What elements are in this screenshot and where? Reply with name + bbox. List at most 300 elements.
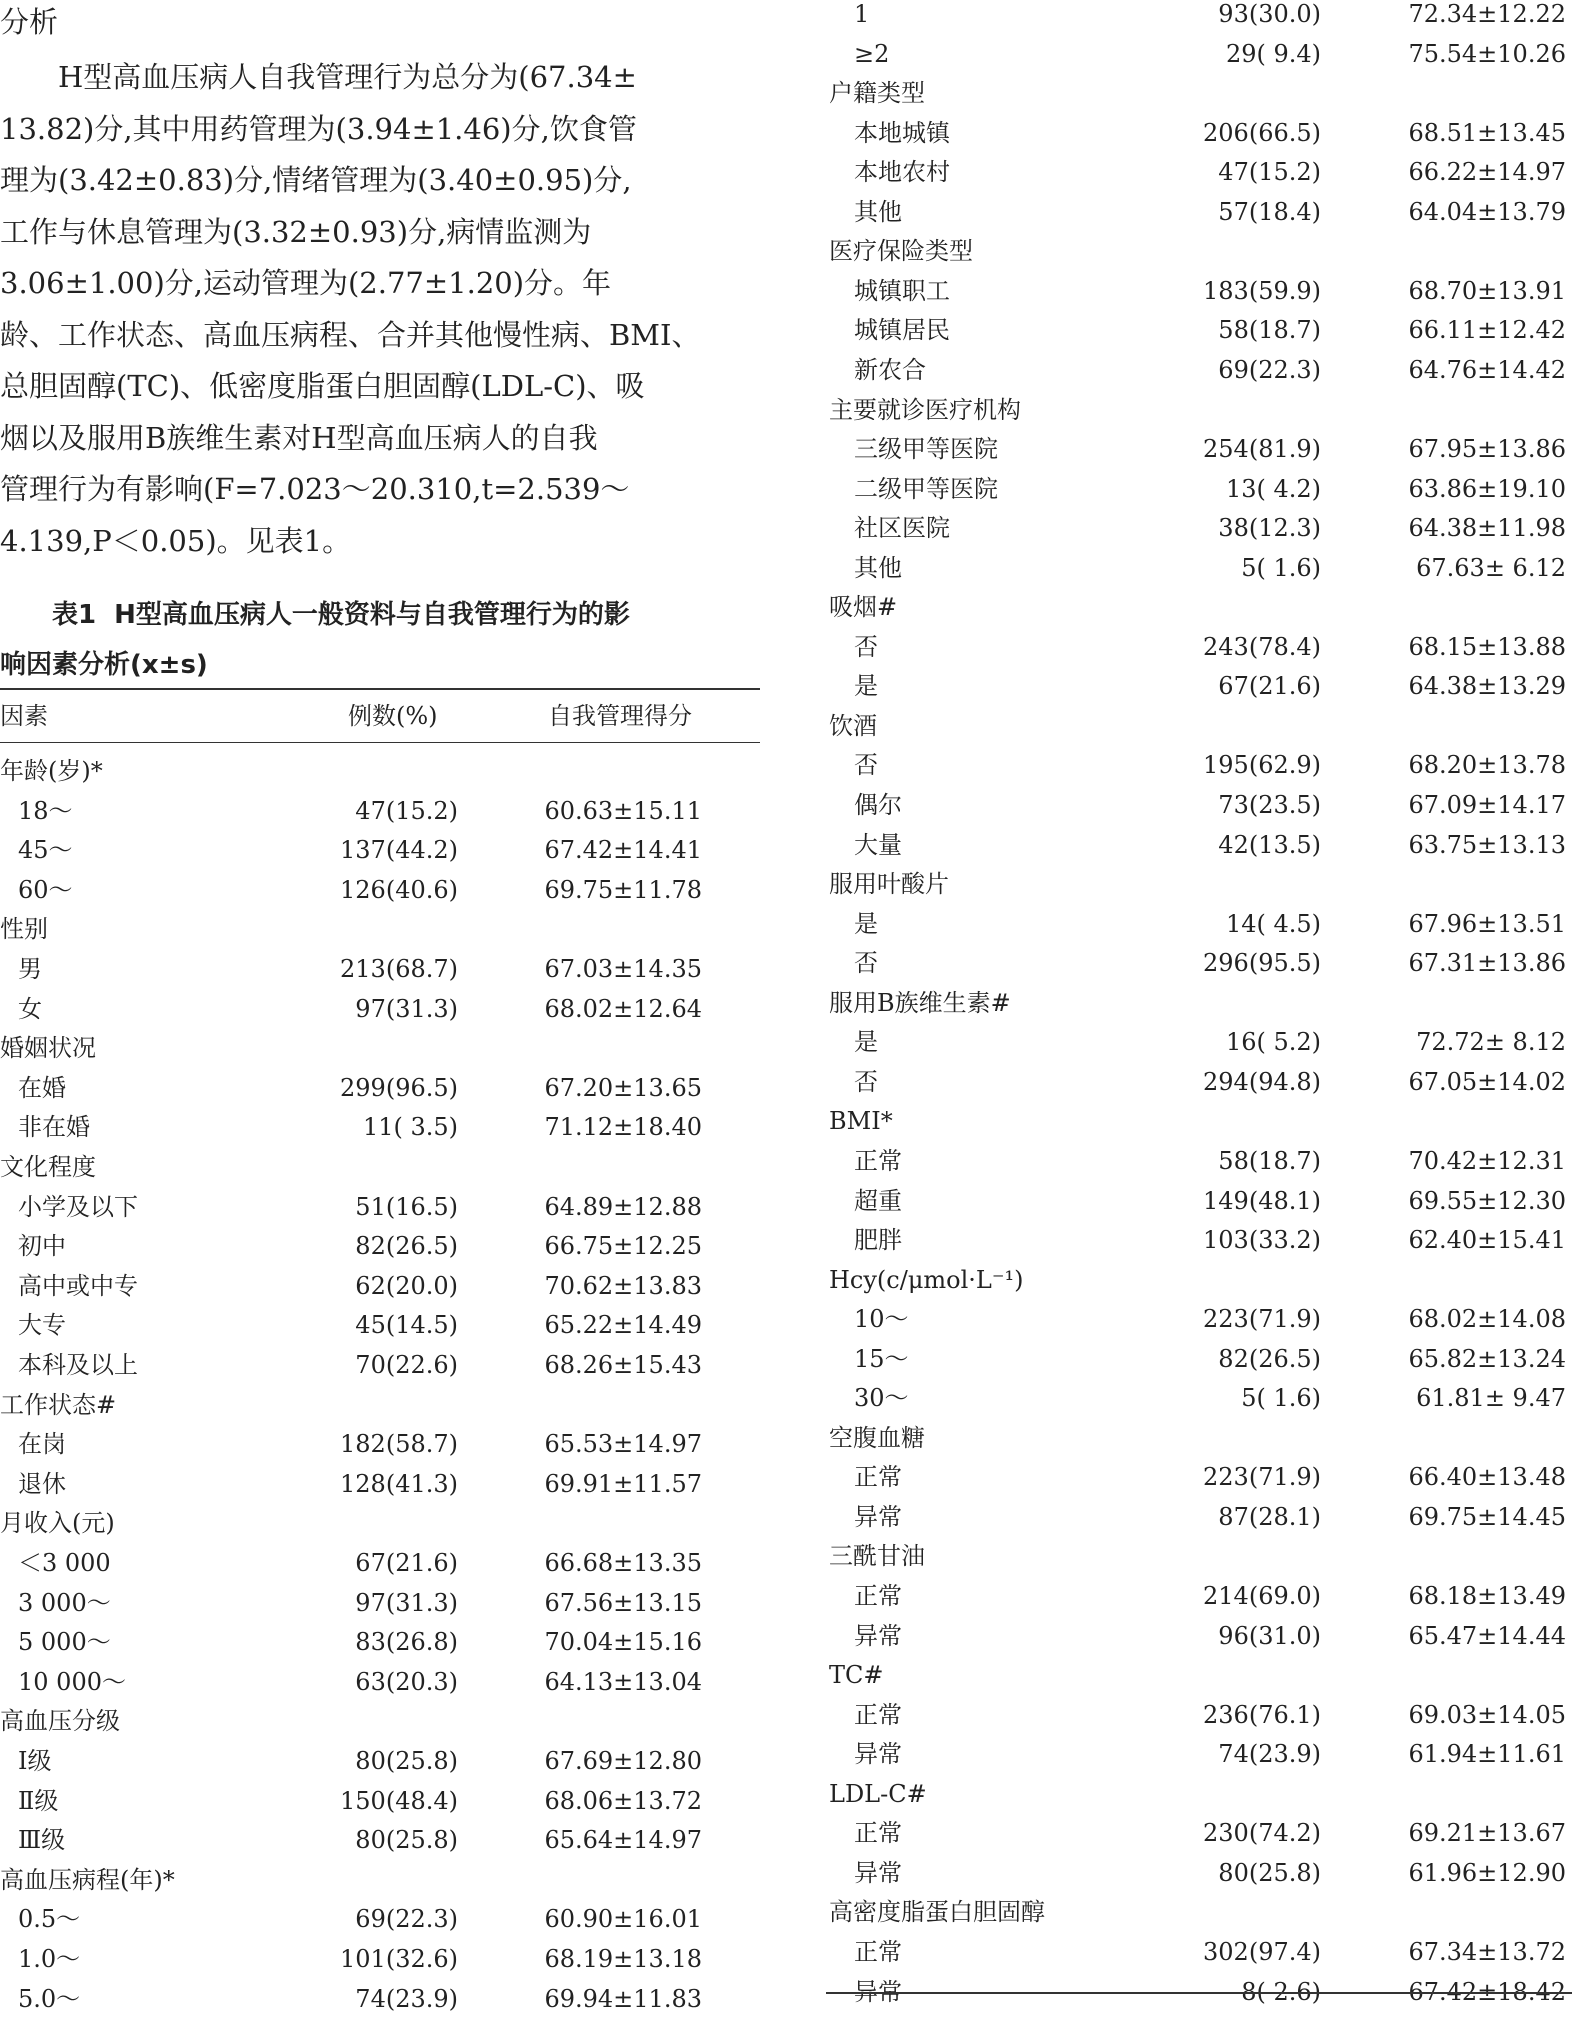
row-label: 3 000～ [18, 1588, 111, 1617]
row-cases: 230(74.2) [1203, 1819, 1321, 1848]
row-cases: 87(28.1) [1218, 1502, 1321, 1531]
row-label: 吸烟# [829, 593, 898, 622]
row-cases: 80(25.8) [355, 1826, 458, 1855]
table-group-row [826, 1419, 1572, 1459]
row-score: 66.68±13.35 [544, 1549, 702, 1577]
table-caption [0, 590, 760, 690]
row-label: 5.0～ [18, 1984, 81, 2013]
row-score: 63.86±19.10 [1408, 474, 1566, 503]
row-label: 是 [854, 1028, 878, 1057]
row-cases: 93(30.0) [1218, 0, 1321, 28]
row-label: 城镇居民 [854, 316, 950, 345]
row-label: 正常 [854, 1819, 902, 1848]
row-label: 15～ [854, 1344, 909, 1373]
row-score: 70.04±15.16 [544, 1628, 702, 1657]
row-score: 68.70±13.91 [1408, 276, 1566, 305]
table-group-row [826, 865, 1572, 905]
row-score: 67.63± 6.12 [1416, 553, 1566, 582]
row-score: 69.03±14.05 [1408, 1700, 1566, 1729]
row-label: 婚姻状况 [0, 1034, 96, 1063]
table-row [0, 1980, 760, 2019]
row-score: 65.82±13.24 [1408, 1344, 1566, 1373]
table-row [826, 1458, 1572, 1498]
table-row [0, 792, 760, 832]
table-row [0, 1821, 760, 1861]
row-cases: 51(16.5) [355, 1192, 458, 1221]
row-label: 正常 [854, 1463, 902, 1492]
table-row [826, 114, 1572, 154]
row-label: 异常 [854, 1740, 902, 1769]
row-label: 在岗 [18, 1430, 66, 1459]
row-cases: 96(31.0) [1218, 1621, 1321, 1650]
row-score: 69.75±11.78 [544, 875, 702, 904]
row-score: 72.72± 8.12 [1416, 1028, 1566, 1057]
row-label: 月收入(元) [0, 1509, 115, 1538]
paragraph-line: 3.06±1.00)分,运动管理为(2.77±1.20)分。年 [0, 266, 612, 300]
row-label: 二级甲等医院 [854, 474, 998, 503]
table-header-row [0, 696, 760, 736]
table-group-row [826, 707, 1572, 747]
row-label: 小学及以下 [18, 1192, 138, 1221]
paragraph-line: 龄、工作状态、高血压病程、合并其他慢性病、BMI、 [0, 317, 701, 352]
row-label: Hcy(c/μmol·L⁻¹) [829, 1265, 1024, 1294]
row-label: 5 000～ [18, 1628, 111, 1657]
row-label: 高血压病程(年)* [0, 1865, 175, 1894]
row-cases: 58(18.7) [1218, 1146, 1321, 1175]
row-label: 1 [854, 0, 870, 28]
row-label: 45～ [18, 836, 73, 865]
row-score: 61.81± 9.47 [1416, 1384, 1566, 1413]
table-row [826, 470, 1572, 510]
table-row [826, 1182, 1572, 1222]
table-group-row [0, 1029, 760, 1069]
table-row [0, 1663, 760, 1703]
table-row [0, 1742, 760, 1782]
row-cases: 67(21.6) [355, 1549, 458, 1577]
table-row [826, 1854, 1572, 1894]
row-cases: 103(33.2) [1203, 1226, 1321, 1255]
table-caption-line2 [0, 640, 760, 690]
row-label: 高中或中专 [18, 1271, 138, 1300]
table-row [826, 35, 1572, 75]
row-cases: 296(95.5) [1203, 949, 1321, 978]
row-label: 正常 [854, 1937, 902, 1966]
table-row [0, 1900, 760, 1940]
row-cases: 63(20.3) [355, 1667, 458, 1696]
row-score: 67.09±14.17 [1408, 791, 1566, 819]
row-label: 空腹血糖 [829, 1423, 925, 1452]
table-group-row [826, 1261, 1572, 1301]
table-group-row [0, 910, 760, 950]
table-group-row [826, 1775, 1572, 1815]
row-cases: 101(32.6) [340, 1945, 458, 1973]
row-label: TC# [829, 1661, 884, 1690]
row-label: Ⅰ级 [18, 1747, 52, 1775]
table-row [826, 1498, 1572, 1538]
row-label: 偶尔 [854, 791, 902, 819]
table-row [826, 746, 1572, 786]
row-cases: 294(94.8) [1203, 1067, 1321, 1096]
row-score: 68.02±12.64 [544, 994, 702, 1023]
row-label: 异常 [854, 1977, 902, 2006]
row-label: LDL-C# [829, 1779, 927, 1808]
table-row [826, 1696, 1572, 1736]
row-label: 超重 [854, 1186, 902, 1215]
table-row [826, 1300, 1572, 1340]
row-label: 正常 [854, 1582, 902, 1610]
table-group-row [826, 1102, 1572, 1142]
table-row [0, 1188, 760, 1228]
table-row [0, 831, 760, 871]
row-score: 67.69±12.80 [544, 1747, 702, 1775]
row-label: 服用B族维生素# [829, 988, 1011, 1017]
table-top-rule [0, 688, 760, 690]
row-cases: 74(23.9) [1218, 1740, 1321, 1769]
row-label: 10～ [854, 1305, 909, 1334]
row-label: 是 [854, 672, 878, 701]
table-row [0, 1425, 760, 1465]
table-row [0, 990, 760, 1030]
row-score: 69.94±11.83 [544, 1984, 702, 2013]
row-label: 性别 [0, 915, 48, 944]
section-heading: 分析 [0, 5, 59, 39]
table-group-row [0, 1702, 760, 1742]
row-cases: 150(48.4) [340, 1786, 458, 1815]
table-row [0, 1544, 760, 1584]
table-row [826, 1023, 1572, 1063]
row-score: 69.75±14.45 [1408, 1502, 1566, 1531]
table-bottom-rule [826, 1992, 1572, 1994]
row-label: 户籍类型 [829, 79, 925, 108]
row-label: BMI* [829, 1107, 893, 1136]
row-label: 异常 [854, 1502, 902, 1531]
row-label: 1.0～ [18, 1945, 81, 1973]
paragraph-line: 烟以及服用B族维生素对H型高血压病人的自我 [0, 420, 598, 455]
table-row [826, 311, 1572, 351]
table-row [826, 430, 1572, 470]
paragraph-line: 理为(3.42±0.83)分,情绪管理为(3.40±0.95)分, [0, 163, 632, 197]
row-score: 66.75±12.25 [544, 1232, 702, 1261]
row-cases: 80(25.8) [355, 1747, 458, 1775]
row-cases: 243(78.4) [1203, 632, 1321, 661]
row-cases: 69(22.3) [355, 1905, 458, 1934]
table-group-row [826, 588, 1572, 628]
row-score: 67.95±13.86 [1408, 435, 1566, 464]
row-cases: 206(66.5) [1203, 118, 1321, 147]
row-cases: 182(58.7) [340, 1430, 458, 1459]
row-score: 64.04±13.79 [1408, 197, 1566, 226]
row-cases: 58(18.7) [1218, 316, 1321, 345]
row-cases: 254(81.9) [1203, 435, 1321, 464]
row-label: 城镇职工 [854, 276, 950, 305]
table-group-row [0, 752, 760, 792]
table-row [0, 1623, 760, 1663]
row-label: 本地农村 [854, 158, 950, 187]
row-cases: 299(96.5) [340, 1073, 458, 1102]
row-cases: 149(48.1) [1203, 1186, 1321, 1215]
row-label: 高血压分级 [0, 1707, 120, 1736]
table-number: 表1 [52, 600, 97, 630]
row-label: Ⅲ级 [18, 1826, 66, 1855]
paragraph-line: 工作与休息管理为(3.32±0.93)分,病情监测为 [0, 214, 592, 249]
row-score: 71.12±18.40 [544, 1113, 702, 1142]
row-score: 60.63±15.11 [544, 796, 702, 825]
row-label: 本科及以上 [18, 1351, 138, 1379]
row-cases: 183(59.9) [1203, 276, 1321, 305]
table-title-line2: 响因素分析(x±s) [0, 650, 208, 680]
row-label: 否 [854, 1067, 878, 1096]
table-group-row [826, 1537, 1572, 1577]
row-score: 67.96±13.51 [1408, 909, 1566, 938]
row-score: 68.20±13.78 [1408, 751, 1566, 780]
row-cases: 62(20.0) [355, 1271, 458, 1300]
row-label: 10 000～ [18, 1667, 126, 1696]
row-label: ＜3 000 [18, 1549, 111, 1577]
row-score: 64.13±13.04 [544, 1667, 702, 1696]
header-factor: 因素 [0, 702, 48, 730]
row-label: 60～ [18, 875, 73, 904]
row-score: 68.06±13.72 [544, 1786, 702, 1815]
table-row [826, 1340, 1572, 1380]
table-row [0, 1108, 760, 1148]
table-row [0, 1267, 760, 1307]
row-label: 其他 [854, 197, 902, 226]
row-label: 其他 [854, 553, 902, 582]
table-row [826, 1221, 1572, 1261]
row-label: 异常 [854, 1621, 902, 1650]
row-cases: 14( 4.5) [1225, 909, 1321, 938]
row-label: 正常 [854, 1146, 902, 1175]
paragraph-line: 13.82)分,其中用药管理为(3.94±1.46)分,饮食管 [0, 111, 637, 146]
row-cases: 214(69.0) [1203, 1582, 1321, 1610]
row-score: 65.22±14.49 [544, 1311, 702, 1340]
header-cases: 例数(%) [348, 702, 438, 730]
row-cases: 97(31.3) [355, 1588, 458, 1617]
row-score: 68.26±15.43 [544, 1351, 702, 1379]
row-score: 67.03±14.35 [544, 955, 702, 983]
row-label: 三级甲等医院 [854, 435, 998, 464]
row-cases: 236(76.1) [1203, 1700, 1321, 1729]
table-row [0, 871, 760, 911]
row-label: 新农合 [854, 355, 926, 384]
row-label: 肥胖 [854, 1226, 902, 1255]
row-score: 61.96±12.90 [1408, 1858, 1566, 1887]
paragraph-line: 4.139,P＜0.05)。见表1。 [0, 523, 352, 558]
row-label: 大量 [854, 830, 902, 859]
row-cases: 223(71.9) [1203, 1463, 1321, 1492]
table-row [826, 0, 1572, 35]
row-cases: 82(26.5) [355, 1232, 458, 1261]
paragraph-line: 管理行为有影响(F=7.023～20.310,t=2.539～ [0, 472, 630, 506]
row-label: 是 [854, 909, 878, 938]
row-label: 主要就诊医疗机构 [829, 395, 1021, 424]
table-row [826, 1577, 1572, 1617]
row-score: 64.76±14.42 [1408, 355, 1566, 384]
table-row [0, 1069, 760, 1109]
row-label: 三酰甘油 [829, 1542, 925, 1571]
paragraph-line: 总胆固醇(TC)、低密度脂蛋白胆固醇(LDL-C)、吸 [0, 369, 645, 403]
table-row [826, 351, 1572, 391]
row-score: 66.22±14.97 [1408, 158, 1566, 187]
row-label: ≥2 [854, 39, 890, 68]
row-label: 退休 [18, 1469, 66, 1498]
row-cases: 80(25.8) [1218, 1858, 1321, 1887]
row-cases: 13( 4.2) [1225, 474, 1321, 503]
header-score: 自我管理得分 [548, 702, 692, 730]
row-score: 75.54±10.26 [1408, 39, 1566, 68]
row-label: 高密度脂蛋白胆固醇 [829, 1898, 1045, 1927]
row-cases: 223(71.9) [1203, 1305, 1321, 1334]
row-score: 67.56±13.15 [544, 1588, 702, 1617]
row-score: 72.34±12.22 [1408, 0, 1566, 28]
row-score: 67.34±13.72 [1408, 1937, 1566, 1966]
row-cases: 302(97.4) [1203, 1937, 1321, 1966]
row-cases: 57(18.4) [1218, 197, 1321, 226]
row-label: 工作状态# [0, 1390, 117, 1419]
row-cases: 5( 1.6) [1241, 1384, 1321, 1413]
row-score: 64.38±11.98 [1408, 514, 1566, 543]
row-score: 68.18±13.49 [1408, 1582, 1566, 1610]
row-score: 68.15±13.88 [1408, 632, 1566, 661]
row-cases: 42(13.5) [1218, 830, 1321, 859]
table-row [0, 1465, 760, 1505]
row-label: 18～ [18, 796, 73, 825]
table-group-row [826, 1893, 1572, 1933]
row-cases: 213(68.7) [340, 955, 458, 983]
row-cases: 73(23.5) [1218, 791, 1321, 819]
row-cases: 47(15.2) [1218, 158, 1321, 187]
table-row [0, 1584, 760, 1624]
row-label: 本地城镇 [854, 118, 950, 147]
table-caption-line1 [0, 590, 760, 640]
table-row [826, 1933, 1572, 1973]
row-score: 68.19±13.18 [544, 1945, 702, 1973]
table-row [826, 667, 1572, 707]
row-label: 男 [18, 955, 42, 983]
row-cases: 70(22.6) [355, 1351, 458, 1379]
table-row [826, 1379, 1572, 1419]
table-title-line1: H型高血压病人一般资料与自我管理行为的影 [114, 600, 630, 630]
table-header-rule [0, 742, 760, 743]
table-row [826, 193, 1572, 233]
row-score: 67.20±13.65 [544, 1073, 702, 1102]
table-group-row [0, 1861, 760, 1901]
table-row [0, 1940, 760, 1980]
row-label: 大专 [18, 1311, 66, 1340]
table-row [826, 272, 1572, 312]
row-score: 66.40±13.48 [1408, 1463, 1566, 1492]
row-cases: 137(44.2) [340, 836, 458, 865]
row-label: 医疗保险类型 [829, 237, 973, 266]
table-row [826, 1142, 1572, 1182]
row-cases: 83(26.8) [355, 1628, 458, 1657]
row-cases: 8( 2.6) [1241, 1977, 1321, 2006]
row-label: 30～ [854, 1384, 909, 1413]
row-score: 67.31±13.86 [1408, 949, 1566, 978]
table-row [826, 944, 1572, 984]
row-score: 68.02±14.08 [1408, 1305, 1566, 1334]
row-score: 60.90±16.01 [544, 1905, 702, 1934]
table-row [826, 1814, 1572, 1854]
row-label: 文化程度 [0, 1153, 96, 1181]
row-label: 否 [854, 632, 878, 661]
row-score: 65.53±14.97 [544, 1430, 702, 1459]
table-group-row [826, 232, 1572, 272]
row-label: 非在婚 [18, 1113, 90, 1142]
row-score: 62.40±15.41 [1408, 1226, 1566, 1255]
row-cases: 74(23.9) [355, 1984, 458, 2013]
table-group-row [826, 391, 1572, 431]
table-row [826, 826, 1572, 866]
table-group-row [0, 1504, 760, 1544]
table-row [0, 950, 760, 990]
row-score: 64.89±12.88 [544, 1192, 702, 1221]
row-cases: 128(41.3) [340, 1469, 458, 1498]
table-group-row [826, 1656, 1572, 1696]
table-row [826, 786, 1572, 826]
row-cases: 82(26.5) [1218, 1344, 1321, 1373]
row-label: 0.5～ [18, 1905, 81, 1934]
table-row [826, 153, 1572, 193]
row-label: 社区医院 [854, 514, 950, 543]
row-cases: 16( 5.2) [1225, 1028, 1321, 1057]
row-cases: 67(21.6) [1218, 672, 1321, 701]
row-score: 65.64±14.97 [544, 1826, 702, 1855]
table-group-row [0, 1148, 760, 1188]
row-label: 饮酒 [829, 711, 877, 740]
table-row [826, 509, 1572, 549]
row-cases: 11( 3.5) [362, 1113, 458, 1142]
table-row [826, 1735, 1572, 1775]
table-row [826, 628, 1572, 668]
row-label: 女 [18, 994, 42, 1023]
paragraph-line: H型高血压病人自我管理行为总分为(67.34± [0, 60, 637, 94]
row-label: 初中 [18, 1232, 66, 1261]
row-score: 70.62±13.83 [544, 1271, 702, 1300]
row-label: 服用叶酸片 [829, 870, 949, 899]
row-score: 63.75±13.13 [1408, 830, 1566, 859]
row-score: 66.11±12.42 [1408, 316, 1566, 345]
table-group-row [0, 1386, 760, 1426]
row-score: 65.47±14.44 [1408, 1621, 1566, 1650]
table-row [0, 1227, 760, 1267]
row-cases: 195(62.9) [1203, 751, 1321, 780]
row-score: 67.42±14.41 [544, 836, 702, 865]
row-cases: 38(12.3) [1218, 514, 1321, 543]
table-row [0, 1306, 760, 1346]
table-row [826, 1617, 1572, 1657]
row-cases: 47(15.2) [355, 796, 458, 825]
row-cases: 45(14.5) [355, 1311, 458, 1340]
row-cases: 126(40.6) [340, 875, 458, 904]
row-score: 64.38±13.29 [1408, 672, 1566, 701]
row-label: 正常 [854, 1700, 902, 1729]
row-label: 否 [854, 751, 878, 780]
table-group-row [826, 74, 1572, 114]
results-paragraph [0, 52, 760, 567]
table-row [0, 1346, 760, 1386]
row-label: 否 [854, 949, 878, 978]
row-score: 69.91±11.57 [544, 1469, 702, 1498]
row-score: 69.55±12.30 [1408, 1186, 1566, 1215]
row-score: 70.42±12.31 [1408, 1146, 1566, 1175]
row-label: Ⅱ级 [18, 1786, 59, 1815]
row-cases: 5( 1.6) [1241, 553, 1321, 582]
row-label: 年龄(岁)* [0, 757, 103, 785]
row-score: 61.94±11.61 [1408, 1740, 1566, 1769]
table-group-row [826, 984, 1572, 1024]
row-score: 68.51±13.45 [1408, 118, 1566, 147]
